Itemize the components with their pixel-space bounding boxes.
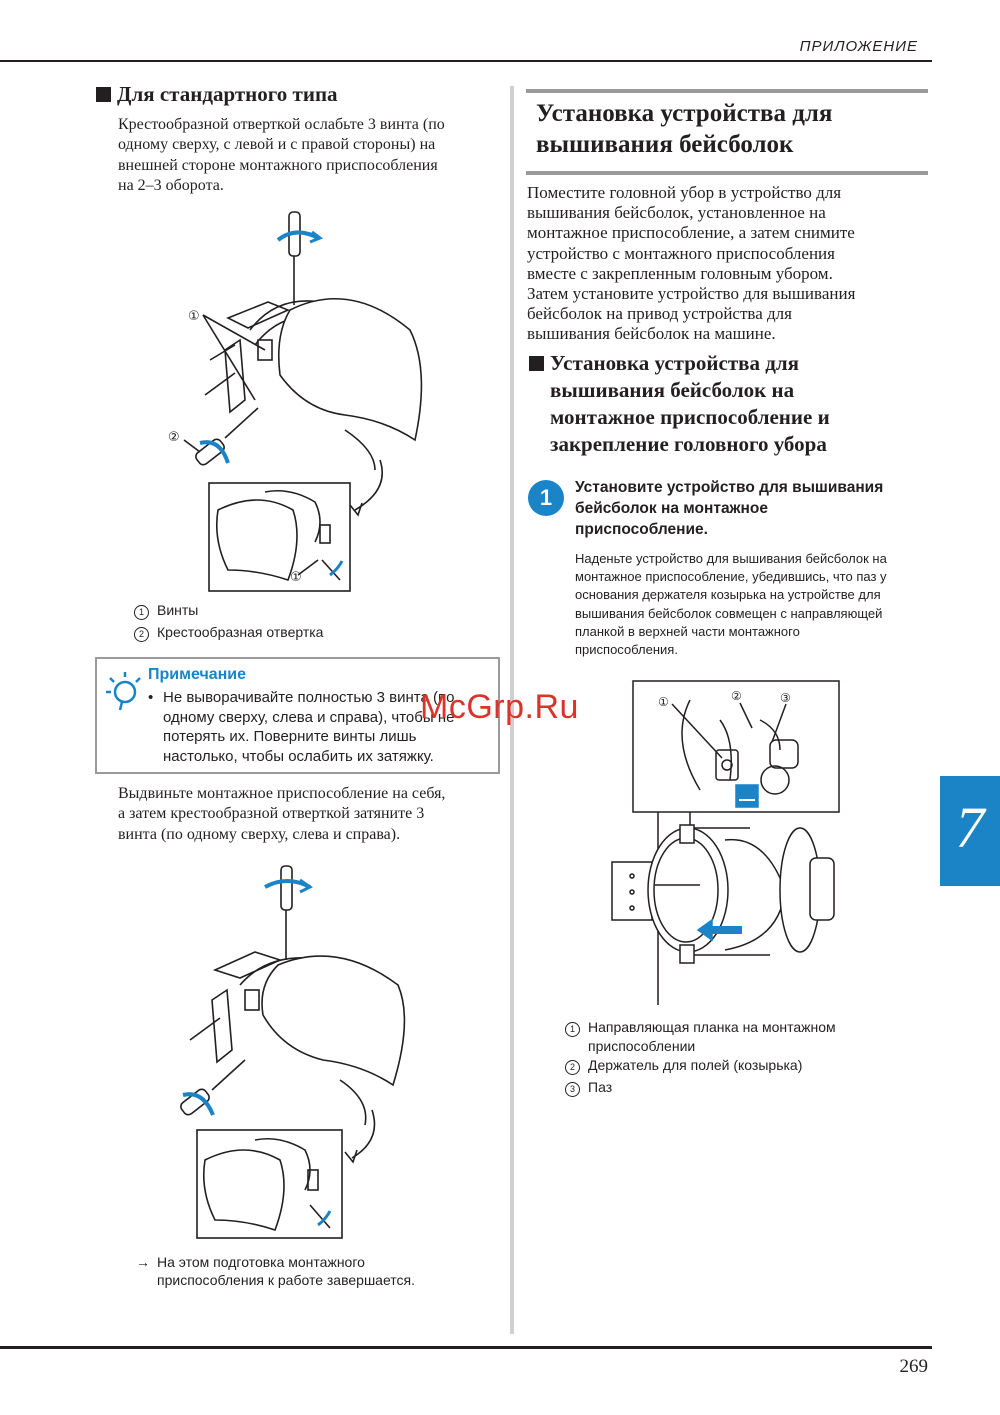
subheading-line: монтажное приспособление и [550,405,830,429]
intro-line: Затем установите устройство для вышивания [527,284,856,304]
header-rule [0,60,932,62]
page-number: 269 [899,1356,928,1377]
step-body-line: монтажное приспособление, убедившись, что паз у [575,569,887,585]
left-heading [96,81,338,108]
section-title-text [536,98,832,160]
legend-text: Паз [588,1079,613,1095]
callout-2: ② [168,429,180,444]
right-intro [527,183,927,345]
intro-line: вышивания бейсболок, установленное на [527,203,826,223]
legend-number: 3 [565,1082,580,1097]
watermark-text: McGrp.Ru [420,688,579,726]
step-body-line: вышивания бейсболок совмещен с направляющей [575,605,883,621]
subheading-line: закрепление головного убора [550,432,827,456]
step-heading-line: бейсболок на монтажное [575,500,769,517]
para-line: винта (по одному сверху, слева и справа). [118,825,401,843]
legend-number: 2 [134,627,149,642]
note-line: Не выворачивайте полностью 3 винта (по [163,689,455,706]
title-line: вышивания бейсболок [536,131,794,158]
title-line: Установка устройства для [536,100,833,127]
figure-loosen-screws [160,205,360,600]
intro-line: Крестообразной отверткой ослабьте 3 винта (по [118,116,445,133]
figure-mount-cap-frame [605,678,845,1008]
legend-item [134,623,323,642]
step-heading [575,477,915,540]
legend-number: 2 [565,1060,580,1075]
callout-3: ③ [780,691,791,705]
note-bullet: • [148,689,154,706]
legend-text: Держатель для полей (козырька) [588,1057,803,1073]
intro-line: устройство с монтажного приспособления [527,243,835,263]
note-title: Примечание [148,666,247,683]
legend-text: Винты [157,602,199,618]
result-line: На этом подготовка монтажного [157,1254,365,1270]
callout-2: ② [731,689,742,703]
callout-1: ① [658,695,669,709]
intro-line: Поместите головной убор в устройство для [527,183,842,202]
subheading-line: вышивания бейсболок на [550,378,795,402]
intro-line: вышивания бейсболок на машине. [527,324,776,344]
left-heading-text: Для стандартного типа [117,82,338,106]
step-number-badge: 1 [528,480,564,516]
step-body-line: основания держателя козырька на устройстве для [575,587,881,603]
step-heading-line: приспособление. [575,521,708,538]
callout-1: ① [188,308,200,323]
subheading-line: Установка устройства для [550,351,800,375]
para-line: а затем крестообразной отверткой затяните 3 [118,805,425,823]
result-text [157,1253,487,1289]
result-line: приспособления к работе завершается. [157,1272,416,1288]
figure-tighten-screws [175,860,385,1250]
legend-text: Направляющая планка на монтажном [588,1019,836,1035]
step-body-line: планкой в верхней части монтажного [575,623,800,639]
intro-line: внешней стороне монтажного приспособления [118,156,438,174]
legend-item [565,1018,905,1055]
legend-text: Крестообразная отвертка [157,624,324,640]
section-title-box [526,89,928,175]
right-subheading [550,350,930,458]
legend-item [565,1056,802,1075]
note-lightbulb-icon [104,668,144,716]
step-body-line: приспособления. [575,642,678,658]
legend-item [134,601,198,620]
callout-1-inset: ① [290,569,302,584]
intro-line: монтажное приспособление, а затем снимите [527,223,855,243]
footer-rule [0,1346,932,1349]
chapter-tab[interactable]: 7 [940,776,1000,886]
step-heading-line: Установите устройство для вышивания [575,479,884,496]
legend-number: 1 [134,605,149,620]
subheading-square-icon [529,356,544,371]
para-line: Выдвиньте монтажное приспособление на себя, [118,785,446,802]
intro-line: бейсболок на привод устройства для [527,304,792,324]
note-line: потерять их. Поверните винты лишь [163,728,417,745]
heading-square-icon [96,87,111,102]
result-arrow: → [136,1254,150,1270]
legend-item [565,1078,612,1097]
legend-text-cont: приспособлении [588,1038,696,1054]
intro-line: на 2–3 оборота. [118,176,224,194]
step-body [575,550,930,659]
step-body-line: Наденьте устройство для вышивания бейсболок на [575,551,887,566]
legend-number: 1 [565,1022,580,1037]
note-line: настолько, чтобы ослабить их затяжку. [163,747,434,765]
intro-line: одному сверху, с левой и с правой стороны) на [118,136,436,154]
left-intro [118,115,498,196]
left-para2 [118,784,498,845]
section-title: ПРИЛОЖЕНИЕ [799,38,918,55]
intro-line: вместе с закрепленным головным убором. [527,263,833,283]
note-line: одному сверху, слева и справа), чтобы не [163,708,455,726]
